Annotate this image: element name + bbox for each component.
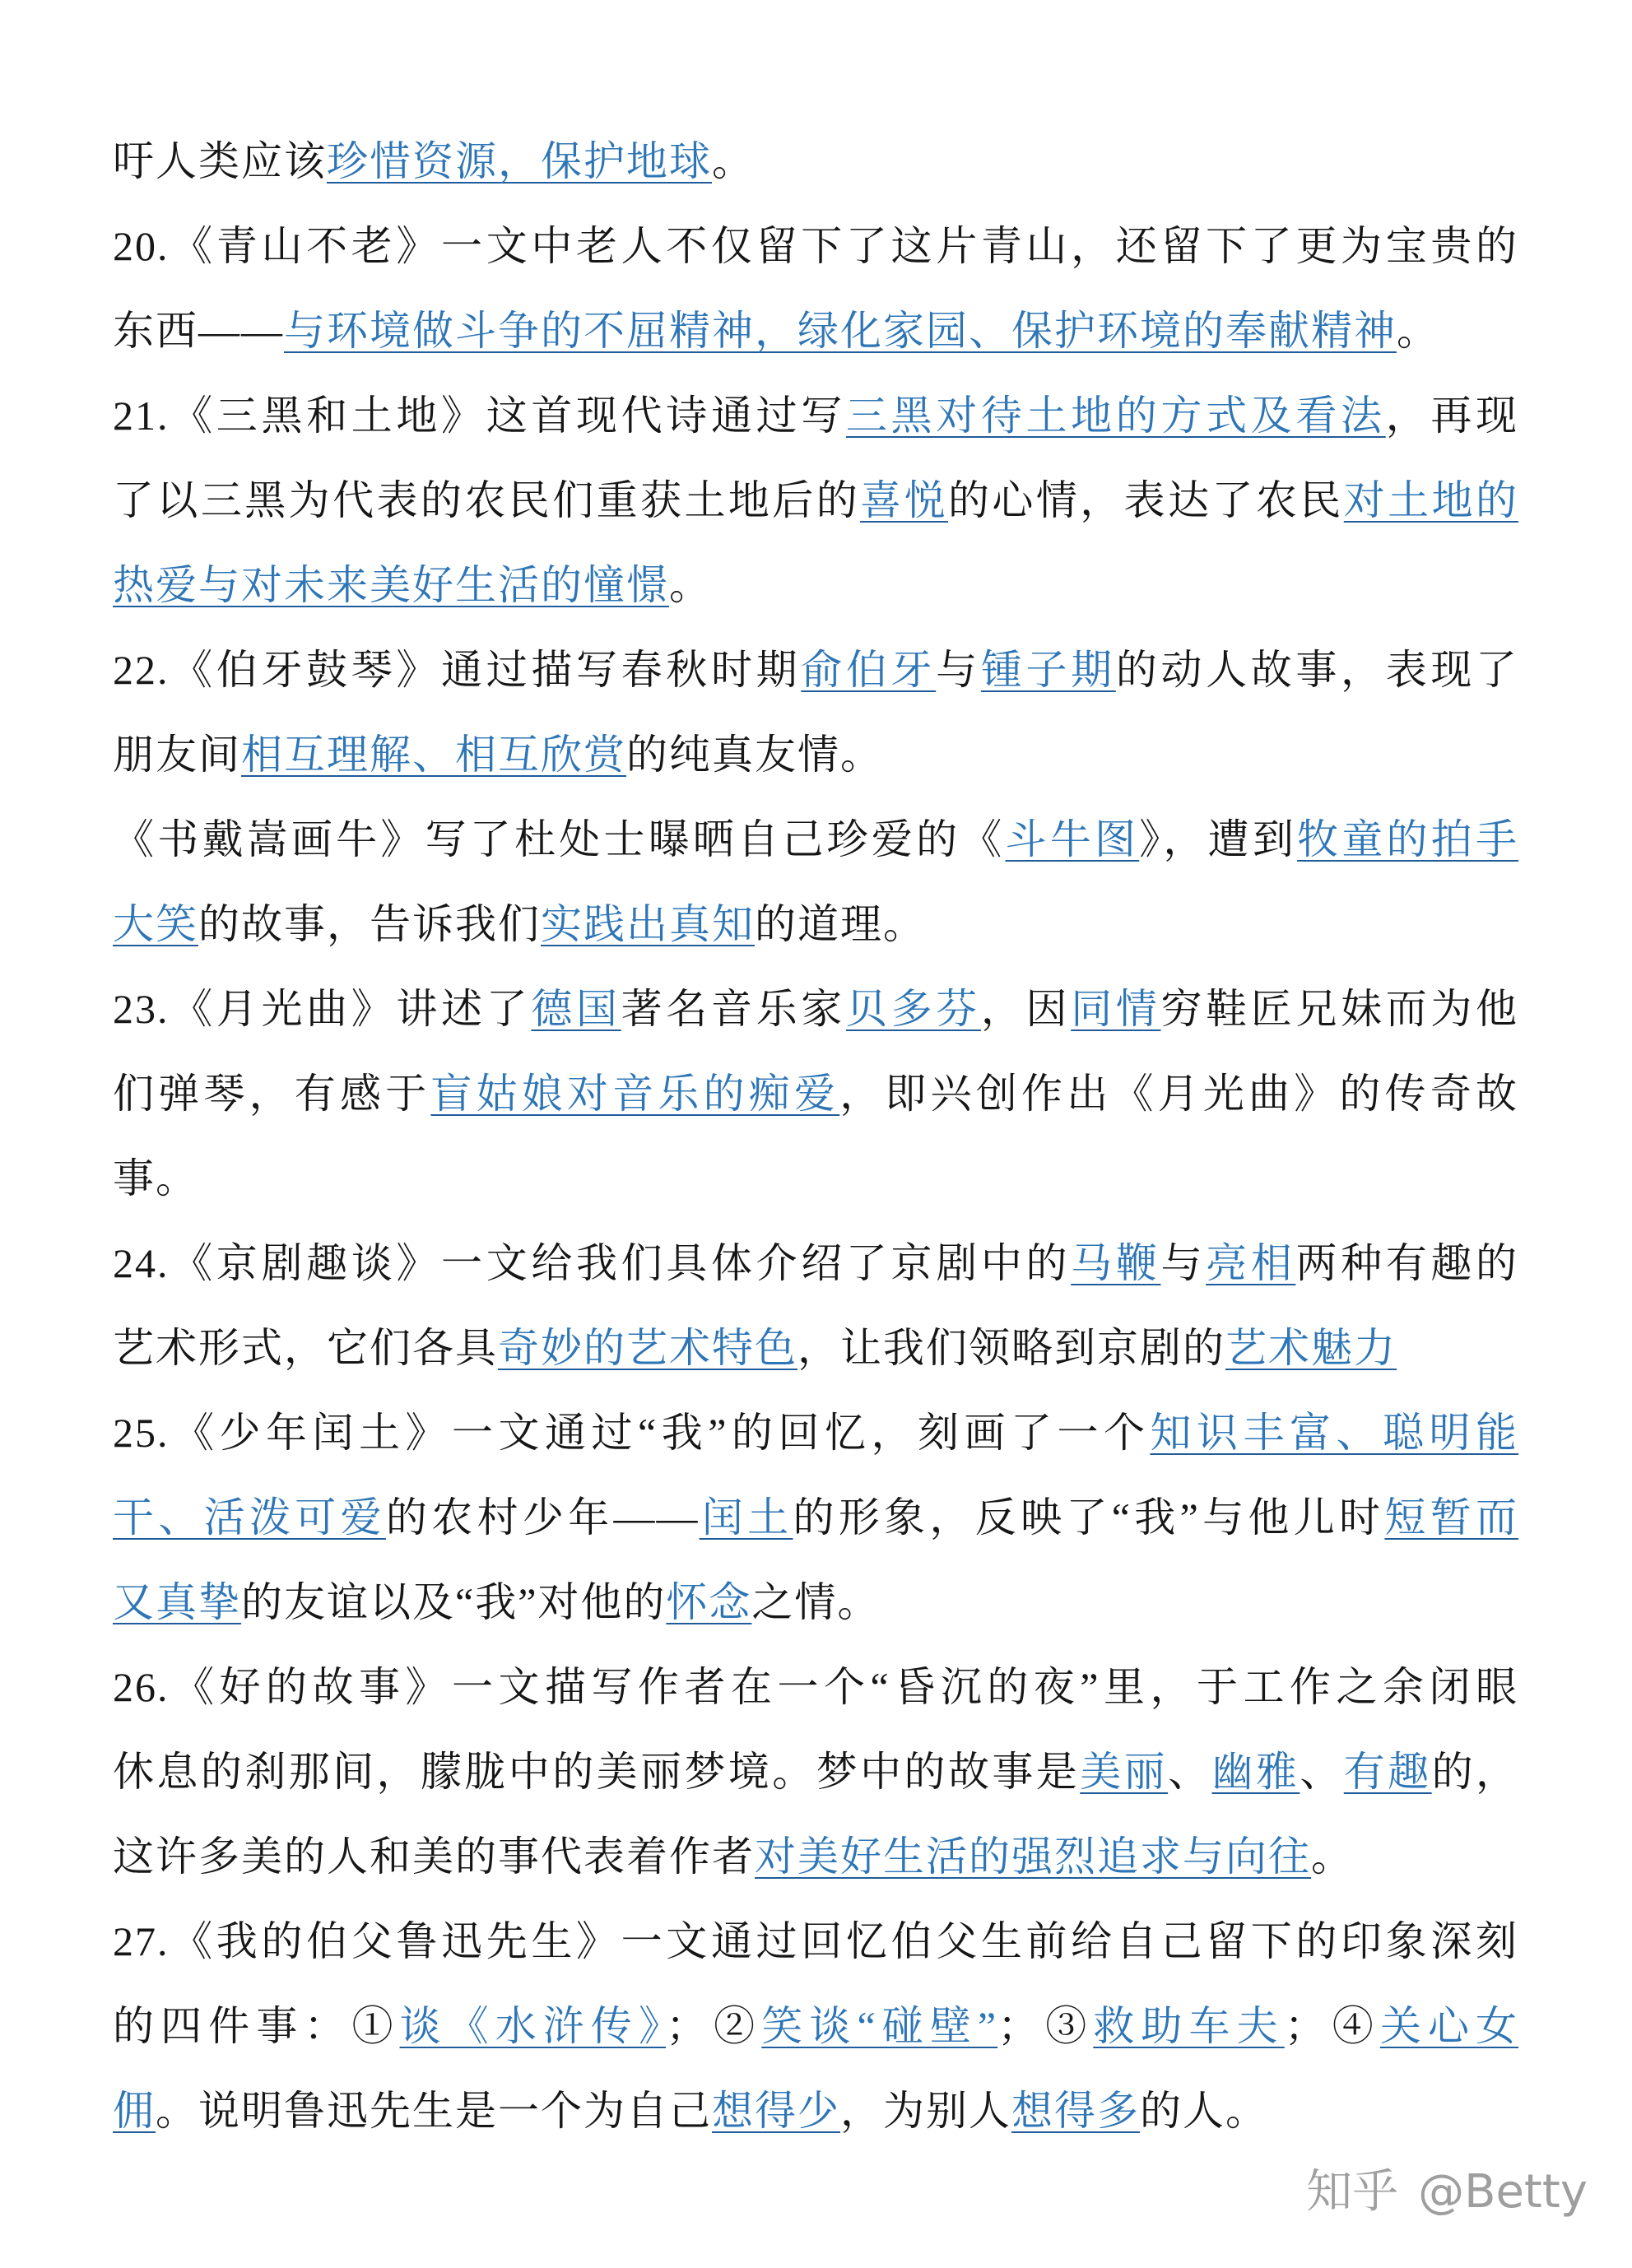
line-text: 23.《月光曲》讲述了 <box>113 986 532 1032</box>
text-line <box>113 1221 1518 1306</box>
document-body <box>113 119 1518 2154</box>
line-text: 吁人类应该 <box>113 138 327 184</box>
text-line <box>113 1391 1518 1476</box>
line-text: 穷鞋匠兄妹而为他 <box>1160 986 1519 1032</box>
answer-highlight: 闰土 <box>699 1494 793 1541</box>
answer-highlight: 贝多芬 <box>845 986 981 1032</box>
line-text: 两种有趣的 <box>1295 1240 1519 1286</box>
line-text: 这许多美的人和美的事代表着作者 <box>113 1833 755 1880</box>
line-text: 艺术形式，它们各具 <box>113 1325 498 1371</box>
watermark-handle: @Betty <box>1418 2165 1588 2219</box>
answer-highlight: 笑谈“碰壁” <box>761 2003 998 2049</box>
text-line <box>113 289 1518 374</box>
text-line <box>113 1899 1518 1984</box>
line-text: ，再现 <box>1385 393 1519 439</box>
line-text: 24.《京剧趣谈》一文给我们具体介绍了京剧中的 <box>113 1240 1072 1286</box>
line-text: ，因 <box>980 986 1072 1032</box>
answer-highlight: 想得多 <box>1011 2088 1140 2134</box>
line-text: 》，遭到 <box>1139 816 1298 862</box>
answer-highlight: 艺术魅力 <box>1225 1325 1397 1371</box>
text-line <box>113 882 1518 967</box>
line-text: ，为别人 <box>840 2088 1011 2134</box>
text-line <box>113 1560 1518 1645</box>
answer-highlight: 想得少 <box>712 2088 840 2134</box>
text-line <box>113 713 1518 797</box>
text-line <box>113 1306 1518 1391</box>
answer-highlight: 热爱与对未来美好生活的憧憬 <box>113 562 669 608</box>
text-line <box>113 2069 1518 2154</box>
paragraph <box>113 967 1518 1221</box>
line-text: 22.《伯牙鼓琴》通过描写春秋时期 <box>113 647 802 693</box>
line-text: 20.《青山不老》一文中老人不仅留下了这片青山，还留下了更为宝贵的 <box>113 223 1518 269</box>
line-text: 著名音乐家 <box>621 986 846 1032</box>
line-text: ，让我们领略到京剧的 <box>797 1325 1225 1371</box>
text-line <box>113 1136 1518 1221</box>
text-line <box>113 1476 1518 1560</box>
answer-highlight: 与环境做斗争的不屈精神，绿化家园、保护环境的奉献精神 <box>284 308 1397 354</box>
line-text: 26.《好的故事》一文描写作者在一个“昏沉的夜”里，于工作之余闭眼 <box>113 1664 1518 1710</box>
text-line <box>113 1730 1518 1815</box>
line-text: 的道理。 <box>755 901 926 947</box>
line-text: ，即兴创作出《月光曲》的传奇故 <box>839 1071 1519 1117</box>
paragraph <box>113 204 1518 374</box>
answer-highlight: 锺子期 <box>980 647 1116 693</box>
answer-highlight: 盲姑娘对音乐的痴爱 <box>430 1071 840 1117</box>
line-text: ；③ <box>997 2003 1094 2049</box>
text-line <box>113 458 1518 543</box>
paragraph <box>113 1899 1518 2154</box>
answer-highlight: 奇妙的艺术特色 <box>498 1325 797 1371</box>
line-text: 、 <box>1300 1749 1344 1795</box>
line-text: ；② <box>666 2003 762 2049</box>
answer-highlight: 三黑对待土地的方式及看法 <box>845 393 1386 439</box>
answer-highlight: 相互理解、相互欣赏 <box>241 732 626 778</box>
line-text: 的农村少年—— <box>385 1494 700 1541</box>
answer-highlight: 马鞭 <box>1071 1240 1161 1286</box>
line-text: ；④ <box>1284 2003 1380 2049</box>
paragraph <box>113 374 1518 628</box>
paragraph <box>113 1221 1518 1391</box>
paragraph <box>113 1645 1518 1899</box>
answer-highlight: 德国 <box>531 986 621 1032</box>
answer-highlight: 知识丰富、聪明能 <box>1150 1410 1518 1456</box>
answer-highlight: 牧童的拍手 <box>1297 816 1519 862</box>
answer-highlight: 谈《水浒传》 <box>399 2003 667 2049</box>
line-text: 。说明鲁迅先生是一个为自己 <box>156 2088 712 2134</box>
answer-highlight: 亮相 <box>1206 1240 1296 1286</box>
line-text: 与 <box>936 647 981 693</box>
line-text: 的四件事：① <box>113 2003 400 2049</box>
line-text: 的故事，告诉我们 <box>198 901 541 947</box>
answer-highlight: 俞伯牙 <box>801 647 937 693</box>
line-text: 《书戴嵩画牛》写了杜处士曝晒自己珍爱的《 <box>113 816 1006 862</box>
answer-highlight: 对土地的 <box>1343 477 1519 523</box>
answer-highlight: 幽雅 <box>1211 1749 1300 1795</box>
line-text: 。 <box>669 562 712 608</box>
paragraph <box>113 1391 1518 1645</box>
paragraph <box>113 119 1518 204</box>
line-text: 21.《三黑和土地》这首现代诗通过写 <box>113 393 846 439</box>
answer-highlight: 对美好生活的强烈追求与向往 <box>755 1833 1311 1880</box>
answer-highlight: 大笑 <box>113 901 198 947</box>
line-text: 与 <box>1160 1240 1207 1286</box>
text-line <box>113 374 1518 458</box>
answer-highlight: 斗牛图 <box>1005 816 1140 862</box>
text-line <box>113 543 1518 628</box>
answer-highlight: 又真挚 <box>113 1579 241 1625</box>
text-line <box>113 1052 1518 1136</box>
zhihu-logo-text: 知乎 <box>1306 2165 1399 2219</box>
paragraph <box>113 628 1518 797</box>
answer-highlight: 干、活泼可爱 <box>113 1494 386 1541</box>
line-text: 了以三黑为代表的农民们重获土地后的 <box>113 477 861 523</box>
line-text: 。 <box>1311 1833 1354 1880</box>
text-line <box>113 967 1518 1052</box>
line-text: 之情。 <box>751 1579 881 1625</box>
line-text: 27.《我的伯父鲁迅先生》一文通过回忆伯父生前给自己留下的印象深刻 <box>113 1918 1518 1964</box>
answer-highlight: 同情 <box>1071 986 1161 1032</box>
line-text: 的动人故事，表现了 <box>1115 647 1519 693</box>
answer-highlight: 喜悦 <box>860 477 948 523</box>
line-text: 休息的刹那间，朦胧中的美丽梦境。梦中的故事是 <box>113 1749 1081 1795</box>
answer-highlight: 关心女 <box>1379 2003 1519 2049</box>
line-text: 们弹琴，有感于 <box>113 1071 431 1117</box>
line-text: 的友谊以及“我”对他的 <box>241 1579 667 1625</box>
line-text: 、 <box>1168 1749 1212 1795</box>
line-text: 的形象，反映了“我”与他儿时 <box>793 1494 1385 1541</box>
answer-highlight: 佣 <box>113 2088 156 2134</box>
text-line <box>113 1984 1518 2069</box>
answer-highlight: 实践出真知 <box>541 901 755 947</box>
answer-highlight: 有趣 <box>1343 1749 1432 1795</box>
text-line <box>113 119 1518 204</box>
text-line <box>113 797 1518 882</box>
line-text: 事。 <box>113 1155 198 1201</box>
answer-highlight: 怀念 <box>666 1579 752 1625</box>
line-text: 的， <box>1431 1749 1519 1795</box>
answer-highlight: 短暂而 <box>1384 1494 1519 1541</box>
text-line <box>113 204 1518 289</box>
text-line <box>113 628 1518 713</box>
line-text: 朋友间 <box>113 732 241 778</box>
text-line <box>113 1815 1518 1899</box>
line-text: 。 <box>1397 308 1439 354</box>
line-text: 的纯真友情。 <box>626 732 883 778</box>
line-text: 。 <box>712 138 755 184</box>
paragraph <box>113 797 1518 967</box>
text-line <box>113 1645 1518 1730</box>
line-text: 东西—— <box>113 308 284 354</box>
answer-highlight: 珍惜资源，保护地球 <box>327 138 712 184</box>
line-text: 的心情，表达了农民 <box>947 477 1344 523</box>
line-text: 25.《少年闰土》一文通过“我”的回忆，刻画了一个 <box>113 1410 1151 1456</box>
answer-highlight: 美丽 <box>1080 1749 1169 1795</box>
line-text: 的人。 <box>1140 2088 1268 2134</box>
watermark <box>1306 2163 1588 2222</box>
answer-highlight: 救助车夫 <box>1093 2003 1285 2049</box>
